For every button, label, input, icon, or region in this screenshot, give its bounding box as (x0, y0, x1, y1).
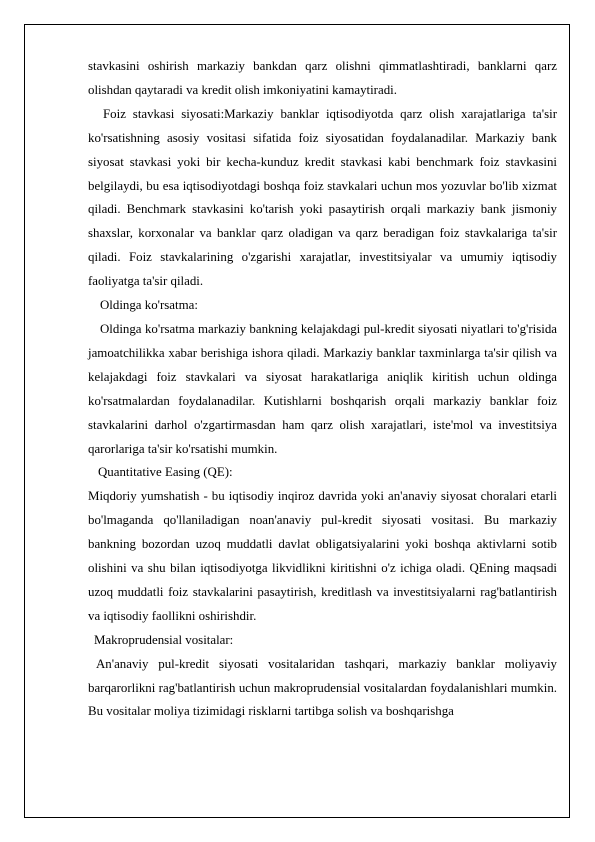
heading-macroprudential-tools: Makroprudensial vositalar: (94, 632, 234, 647)
paragraph-quantitative-easing: Miqdoriy yumshatish - bu iqtisodiy inqiroz davrida yoki an'anaviy siyosat choralari etarli bo'lmaganda qo'llaniladigan noan'anaviy pul-kredit siyosati vositasi. Bu markaziy bankning bozordan uzoq muddatli davlat obligatsiyalarini yoki boshqa aktivlarni sotib olishini va shu bilan iqtisodiyotga likvidlikni kiritishni o'z ichiga oladi. QEning maqsadi uzoq muddatli foiz stavkalarini pasaytirish, kreditlash va investitsiyalarni rag'batlantirish va iqtisodiy faollikni oshirishdir. (88, 489, 557, 623)
heading-forward-guidance: Oldinga ko'rsatma: (100, 298, 198, 313)
paragraph-macroprudential-tools: An'anaviy pul-kredit siyosati vositalaridan tashqari, markaziy banklar moliyaviy barqarorlikni rag'batlantirish uchun makroprudensial vositalardan foydalanishlari mumkin. Bu vositalar moliya tizimidagi risklarni tartibga solish va boshqarishga (88, 656, 557, 719)
document-body (88, 55, 557, 724)
paragraph-interest-rate-policy: Foiz stavkasi siyosati:Markaziy banklar iqtisodiyotda qarz olish xarajatlariga ta'sir ko'rsatishning asosiy vositasi sifatida foiz siyosatidan foydalanadilar. Markaziy bank siyosat stavkasi yoki bir kecha-kunduz kredit stavkasi kabi benchmark foiz stavkasini belgilaydi, bu esa iqtisodiyotdagi boshqa foiz stavkalari uchun mos yozuvlar bo'lib xizmat qiladi. Benchmark stavkasini ko'tarish yoki pasaytirish orqali markaziy bank jismoniy shaxslar, korxonalar va banklar qarz oladigan va qarz beradigan foiz stavkalariga ta'sir qiladi. Foiz stavkalarining o'zgarishi xarajatlar, investitsiyalar va umumiy iqtisodiy faoliyatga ta'sir qiladi. (88, 106, 557, 289)
heading-quantitative-easing: Quantitative Easing (QE): (98, 465, 233, 480)
paragraph-forward-guidance: Oldinga ko'rsatma markaziy bankning kelajakdagi pul-kredit siyosati niyatlari to'g'risida jamoatchilikka xabar berishiga ishora qiladi. Markaziy banklar taxminlarga ta'sir qilish va kelajakdagi foiz stavkalari va siyosat harakatlariga aniqlik kiritish uchun oldinga ko'rsatmalardan foydalanadilar. Kutishlarni boshqarish orqali markaziy banklar foiz stavkalarini darhol o'zgartirmasdan ham qarz olish xarajatlari, iste'mol va investitsiya qarorlariga ta'sir ko'rsatishi mumkin. (88, 321, 557, 456)
paragraph-continuation: stavkasini oshirish markaziy bankdan qarz olishni qimmatlashtiradi, banklarni qarz olishdan qaytaradi va kredit olish imkoniyatini kamaytiradi. (88, 59, 557, 97)
